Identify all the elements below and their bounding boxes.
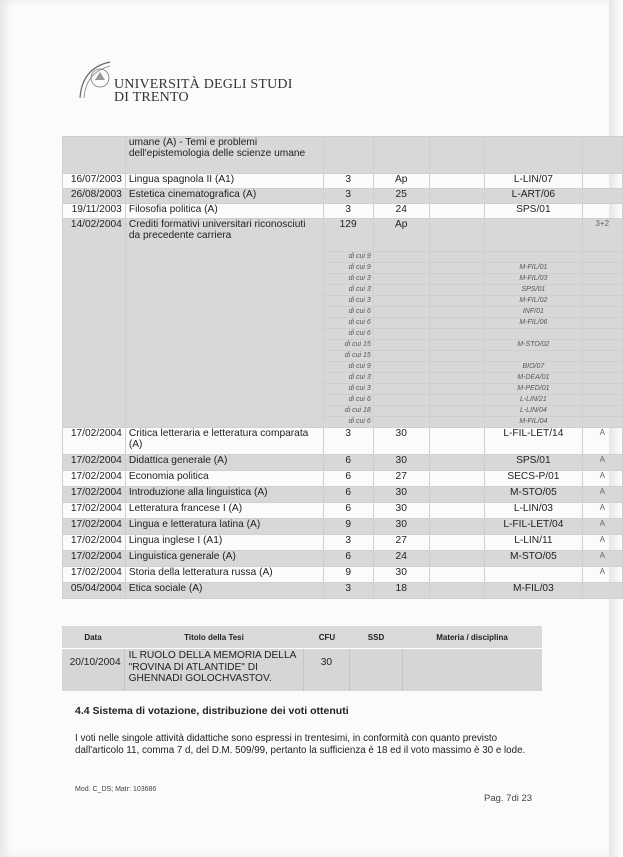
exam-note: A	[582, 535, 622, 551]
exam-name: Lingua inglese I (A1)	[125, 535, 323, 551]
exam-note: A	[582, 428, 622, 455]
exam-ssd: M-STO/05	[485, 551, 582, 567]
exam-ssd: M-STO/05	[485, 487, 582, 503]
exam-empty	[429, 487, 485, 503]
exam-row	[63, 487, 623, 503]
breakdown-note	[582, 252, 622, 263]
breakdown-note	[582, 274, 622, 285]
breakdown-vote	[373, 296, 429, 307]
thesis-col-cfu: CFU	[318, 632, 336, 642]
breakdown-cfu: di cui 15	[323, 351, 373, 362]
exam-vote: 30	[373, 428, 429, 455]
breakdown-vote	[373, 406, 429, 417]
breakdown-empty	[429, 318, 485, 329]
breakdown-ssd	[485, 351, 582, 362]
exam-vote: 30	[373, 455, 429, 471]
section-title: 4.4 Sistema di votazione, distribuzione dei voti ottenuti	[75, 705, 349, 717]
breakdown-ssd: M-PED/01	[485, 384, 582, 395]
exam-vote: 18	[373, 583, 429, 599]
exam-name: umane (A) - Temi e problemi dell'epistemologia delle scienze umane	[125, 137, 323, 174]
breakdown-cfu: di cui 3	[323, 373, 373, 384]
breakdown-ssd: M-FIL/06	[485, 318, 582, 329]
breakdown-empty	[429, 307, 485, 318]
breakdown-note	[582, 318, 622, 329]
breakdown-cfu: di cui 6	[323, 318, 373, 329]
breakdown-vote	[373, 263, 429, 274]
breakdown-cfu: di cui 3	[323, 384, 373, 395]
breakdown-vote	[373, 384, 429, 395]
breakdown-note	[582, 384, 622, 395]
breakdown-note	[582, 263, 622, 274]
exam-cfu: 6	[323, 503, 373, 519]
thesis-subject	[402, 649, 542, 691]
exam-date: 17/02/2004	[63, 567, 126, 583]
exam-name: Introduzione alla linguistica (A)	[125, 487, 323, 503]
exam-name: Economia politica	[125, 471, 323, 487]
exam-date	[63, 137, 126, 174]
exam-ssd: L-LIN/03	[485, 503, 582, 519]
exam-vote: 27	[373, 471, 429, 487]
breakdown-empty	[429, 329, 485, 340]
breakdown-note	[582, 395, 622, 406]
exam-row	[63, 519, 623, 535]
exam-vote: Ap	[373, 174, 429, 189]
exam-name: Lingua spagnola II (A1)	[125, 174, 323, 189]
breakdown-note	[582, 307, 622, 318]
thesis-ssd	[349, 649, 402, 691]
breakdown-ssd: BIO/07	[485, 362, 582, 373]
exam-date: 14/02/2004	[63, 219, 126, 428]
exam-note	[582, 189, 622, 204]
thesis-col-subject: Materia / disciplina	[436, 632, 508, 642]
exam-cfu: 9	[323, 567, 373, 583]
exam-ssd: SPS/01	[485, 455, 582, 471]
exam-date: 17/02/2004	[63, 487, 126, 503]
exam-empty	[429, 137, 485, 174]
exam-date: 17/02/2004	[63, 428, 126, 455]
exam-row	[63, 535, 623, 551]
breakdown-ssd: INF/01	[485, 307, 582, 318]
breakdown-vote	[373, 417, 429, 428]
exam-cfu: 3	[323, 583, 373, 599]
exam-row	[63, 137, 623, 174]
exam-note: A	[582, 487, 622, 503]
exam-cfu: 6	[323, 455, 373, 471]
exam-note: A	[582, 471, 622, 487]
exam-ssd: L-LIN/07	[485, 174, 582, 189]
breakdown-note	[582, 362, 622, 373]
breakdown-cfu: di cui 9	[323, 263, 373, 274]
exam-empty	[429, 583, 485, 599]
thesis-col-ssd: SSD	[367, 632, 385, 642]
breakdown-note	[582, 351, 622, 362]
university-seal-icon	[78, 60, 112, 100]
exam-row	[63, 567, 623, 583]
exam-empty	[429, 455, 485, 471]
exam-ssd: L-LIN/11	[485, 535, 582, 551]
exam-empty	[429, 428, 485, 455]
exam-cfu: 6	[323, 551, 373, 567]
exam-name: Crediti formativi universitari riconosciuti da precedente carriera	[125, 219, 323, 428]
exam-vote: 25	[373, 189, 429, 204]
breakdown-note	[582, 296, 622, 307]
exam-cfu: 129	[323, 219, 373, 252]
thesis-col-date: Data	[84, 632, 102, 642]
exam-date: 19/11/2003	[63, 204, 126, 219]
exam-empty	[429, 204, 485, 219]
exam-date: 17/02/2004	[63, 519, 126, 535]
breakdown-vote	[373, 340, 429, 351]
breakdown-note	[582, 285, 622, 296]
exam-empty	[429, 535, 485, 551]
breakdown-empty	[429, 296, 485, 307]
breakdown-empty	[429, 406, 485, 417]
exam-row	[63, 471, 623, 487]
exam-note	[582, 583, 622, 599]
breakdown-ssd: L-LIN/21	[485, 395, 582, 406]
exam-row	[63, 204, 623, 219]
exam-date: 05/04/2004	[63, 583, 126, 599]
exam-note	[582, 204, 622, 219]
page-number: Pag. 7di 23	[484, 793, 533, 804]
breakdown-empty	[429, 263, 485, 274]
breakdown-empty	[429, 373, 485, 384]
breakdown-cfu: di cui 3	[323, 296, 373, 307]
exam-date: 17/02/2004	[63, 471, 126, 487]
breakdown-cfu: di cui 9	[323, 362, 373, 373]
breakdown-ssd: SPS/01	[485, 285, 582, 296]
exam-note: A	[582, 551, 622, 567]
exam-vote: 30	[373, 503, 429, 519]
breakdown-vote	[373, 362, 429, 373]
exam-ssd: L-FIL-LET/14	[485, 428, 582, 455]
breakdown-ssd: M-FIL/02	[485, 296, 582, 307]
exam-cfu: 9	[323, 519, 373, 535]
exam-name: Linguistica generale (A)	[125, 551, 323, 567]
thesis-title: IL RUOLO DELLA MEMORIA DELLA "ROVINA DI ATLANTIDE" DI GHENNADI GOLOCHVASTOV.	[124, 649, 303, 691]
exam-date: 17/02/2004	[63, 503, 126, 519]
thesis-date: 20/10/2004	[69, 657, 121, 668]
breakdown-note	[582, 329, 622, 340]
exam-cfu: 6	[323, 487, 373, 503]
thesis-cfu: 30	[303, 649, 350, 691]
exam-date: 17/02/2004	[63, 535, 126, 551]
exam-name: Critica letteraria e letteratura comparata (A)	[125, 428, 323, 455]
thesis-header-row	[62, 626, 542, 648]
breakdown-vote	[373, 252, 429, 263]
exam-empty	[429, 189, 485, 204]
university-name	[114, 78, 293, 104]
exam-ssd	[485, 567, 582, 583]
exam-ssd: L-FIL-LET/04	[485, 519, 582, 535]
exam-vote: 24	[373, 204, 429, 219]
breakdown-ssd: M-DEA/01	[485, 373, 582, 384]
exam-empty	[429, 503, 485, 519]
breakdown-note	[582, 417, 622, 428]
exam-note: A	[582, 519, 622, 535]
breakdown-empty	[429, 351, 485, 362]
exam-ssd	[485, 219, 582, 252]
module-reference: Mod. C_DS; Matr: 103686	[75, 786, 157, 793]
breakdown-cfu: di cui 15	[323, 340, 373, 351]
exam-ssd	[485, 137, 582, 174]
exam-date: 16/07/2003	[63, 174, 126, 189]
breakdown-vote	[373, 373, 429, 384]
thesis-col-title: Titolo della Tesi	[184, 632, 244, 642]
breakdown-note	[582, 340, 622, 351]
thesis-table	[62, 626, 542, 691]
exam-cfu: 3	[323, 204, 373, 219]
exam-empty	[429, 551, 485, 567]
breakdown-note	[582, 373, 622, 384]
exam-note	[582, 174, 622, 189]
breakdown-vote	[373, 285, 429, 296]
breakdown-vote	[373, 274, 429, 285]
exam-cfu: 3	[323, 535, 373, 551]
breakdown-vote	[373, 329, 429, 340]
exam-name: Storia della letteratura russa (A)	[125, 567, 323, 583]
breakdown-vote	[373, 307, 429, 318]
breakdown-note	[582, 406, 622, 417]
exam-vote: Ap	[373, 219, 429, 252]
exam-name: Letteratura francese I (A)	[125, 503, 323, 519]
exam-ssd: SECS-P/01	[485, 471, 582, 487]
breakdown-cfu: di cui 6	[323, 307, 373, 318]
exam-row	[63, 189, 623, 204]
exam-cfu	[323, 137, 373, 174]
exam-vote	[373, 137, 429, 174]
breakdown-vote	[373, 351, 429, 362]
exam-name: Didattica generale (A)	[125, 455, 323, 471]
exam-row	[63, 583, 623, 599]
breakdown-empty	[429, 384, 485, 395]
breakdown-cfu: di cui 6	[323, 329, 373, 340]
exam-cfu: 3	[323, 428, 373, 455]
exam-note: A	[582, 503, 622, 519]
exams-table-top	[62, 136, 623, 599]
section-paragraph: I voti nelle singole attività didattiche sono espressi in trentesimi, in conformità con quanto previsto dall'articolo 11, comma 7 d, del D.M. 509/99, pertanto la sufficienza è 18 ed il voto massimo è 30 e lode.	[75, 733, 526, 756]
exam-vote: 30	[373, 567, 429, 583]
breakdown-vote	[373, 395, 429, 406]
exam-empty	[429, 519, 485, 535]
breakdown-ssd: M-FIL/03	[485, 274, 582, 285]
breakdown-cfu: di cui 18	[323, 406, 373, 417]
exam-vote: 27	[373, 535, 429, 551]
breakdown-empty	[429, 252, 485, 263]
exam-row	[63, 503, 623, 519]
exam-ssd: SPS/01	[485, 204, 582, 219]
breakdown-empty	[429, 340, 485, 351]
exam-note: A	[582, 455, 622, 471]
breakdown-empty	[429, 285, 485, 296]
exam-cfu: 3	[323, 174, 373, 189]
exam-ssd: M-FIL/03	[485, 583, 582, 599]
breakdown-empty	[429, 395, 485, 406]
exam-empty	[429, 567, 485, 583]
breakdown-cfu: di cui 9	[323, 252, 373, 263]
exam-row	[63, 219, 623, 252]
exam-cfu: 6	[323, 471, 373, 487]
exam-name: Estetica cinematografica (A)	[125, 189, 323, 204]
breakdown-empty	[429, 417, 485, 428]
exam-name: Lingua e letteratura latina (A)	[125, 519, 323, 535]
exam-ssd: L-ART/06	[485, 189, 582, 204]
breakdown-cfu: di cui 3	[323, 285, 373, 296]
breakdown-vote	[373, 318, 429, 329]
breakdown-ssd: M-FIL/01	[485, 263, 582, 274]
breakdown-cfu: di cui 6	[323, 417, 373, 428]
university-name-line2: DI TRENTO	[114, 90, 189, 105]
exam-row	[63, 455, 623, 471]
exam-date: 17/02/2004	[63, 551, 126, 567]
exam-vote: 30	[373, 487, 429, 503]
exam-note: 3+2	[582, 219, 622, 252]
breakdown-ssd	[485, 329, 582, 340]
exam-date: 26/08/2003	[63, 189, 126, 204]
exam-name: Filosofia politica (A)	[125, 204, 323, 219]
breakdown-cfu: di cui 6	[323, 395, 373, 406]
exam-note	[582, 137, 622, 174]
breakdown-cfu: di cui 3	[323, 274, 373, 285]
exam-row	[63, 551, 623, 567]
university-name-line1: UNIVERSITÀ DEGLI STUDI	[114, 77, 293, 92]
thesis-row	[62, 648, 542, 691]
exam-row	[63, 174, 623, 189]
exam-date: 17/02/2004	[63, 455, 126, 471]
exam-cfu: 3	[323, 189, 373, 204]
exam-empty	[429, 219, 485, 252]
exam-empty	[429, 174, 485, 189]
exam-name: Etica sociale (A)	[125, 583, 323, 599]
breakdown-ssd: M-FIL/04	[485, 417, 582, 428]
exam-vote: 24	[373, 551, 429, 567]
exam-empty	[429, 471, 485, 487]
breakdown-empty	[429, 274, 485, 285]
breakdown-ssd	[485, 252, 582, 263]
breakdown-ssd: M-STO/02	[485, 340, 582, 351]
exam-note: A	[582, 567, 622, 583]
breakdown-ssd: L-LIN/04	[485, 406, 582, 417]
breakdown-empty	[429, 362, 485, 373]
exam-vote: 30	[373, 519, 429, 535]
exam-row	[63, 428, 623, 455]
